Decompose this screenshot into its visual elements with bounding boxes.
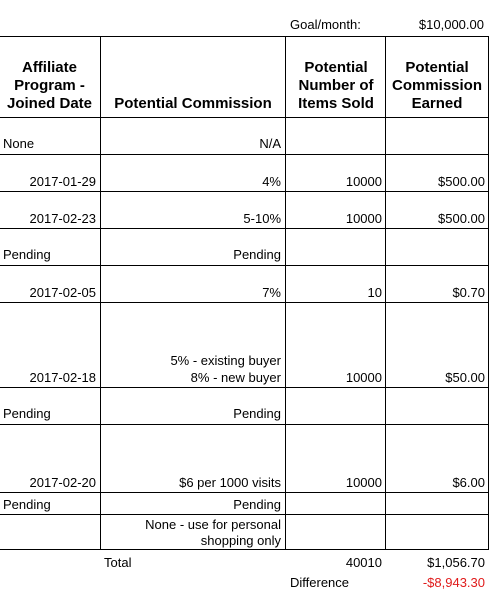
header-commission-earned: Potential Commission Earned xyxy=(391,59,482,112)
row-commission-line1: 5% - existing buyer xyxy=(170,353,281,368)
row-earned: $0.70 xyxy=(452,285,485,300)
grid-hline xyxy=(0,117,489,118)
difference-label: Difference xyxy=(290,575,350,590)
row-items: 10000 xyxy=(345,475,382,490)
row-commission: N/A xyxy=(259,136,281,151)
goal-value: $10,000.00 xyxy=(418,17,484,32)
header-items-sold: Potential Number of Items Sold xyxy=(298,59,374,112)
row-earned: $6.00 xyxy=(452,475,485,490)
row-date: 2017-02-23 xyxy=(29,211,96,226)
row-date: 2017-02-20 xyxy=(29,475,96,490)
row-date: Pending xyxy=(3,497,51,512)
row-commission: 5-10% xyxy=(243,211,281,226)
grid-hline xyxy=(0,492,489,493)
header-potential-commission: Potential Commission xyxy=(114,95,272,112)
total-items: 40010 xyxy=(345,555,382,570)
row-items: 10000 xyxy=(345,174,382,189)
row-commission: Pending xyxy=(233,247,281,262)
row-earned: $500.00 xyxy=(438,211,485,226)
row-date: 2017-02-18 xyxy=(29,370,96,385)
difference-value: -$8,943.30 xyxy=(422,575,485,590)
grid-vline xyxy=(488,36,489,549)
grid-hline xyxy=(0,514,489,515)
grid-hline xyxy=(0,387,489,388)
grid-hline xyxy=(0,265,489,266)
grid-hline xyxy=(0,424,489,425)
header-affiliate-program: Affiliate Program - Joined Date xyxy=(6,59,93,112)
row-commission: 4% xyxy=(262,174,281,189)
row-items: 10 xyxy=(367,285,382,300)
row-commission: Pending xyxy=(233,406,281,421)
row-date: 2017-01-29 xyxy=(29,174,96,189)
row-date: Pending xyxy=(3,406,51,421)
row-date: Pending xyxy=(3,247,51,262)
row-items: 10000 xyxy=(345,211,382,226)
row-commission-line2: shopping only xyxy=(200,533,281,548)
row-earned: $500.00 xyxy=(438,174,485,189)
total-earned: $1,056.70 xyxy=(427,555,485,570)
goal-label: Goal/month: xyxy=(290,17,361,32)
row-date: None xyxy=(3,136,35,151)
row-earned: $50.00 xyxy=(445,370,485,385)
grid-hline xyxy=(0,191,489,192)
row-date: 2017-02-05 xyxy=(29,285,96,300)
grid-hline xyxy=(0,154,489,155)
grid-hline xyxy=(0,36,489,37)
total-label: Total xyxy=(104,555,132,570)
grid-hline xyxy=(0,549,489,550)
row-items: 10000 xyxy=(345,370,382,385)
row-commission-line1: None - use for personal xyxy=(145,517,281,532)
row-commission: $6 per 1000 visits xyxy=(179,475,281,490)
row-commission: Pending xyxy=(233,497,281,512)
row-commission: 7% xyxy=(262,285,281,300)
row-commission-line2: 8% - new buyer xyxy=(190,370,281,385)
grid-hline xyxy=(0,228,489,229)
grid-hline xyxy=(0,302,489,303)
